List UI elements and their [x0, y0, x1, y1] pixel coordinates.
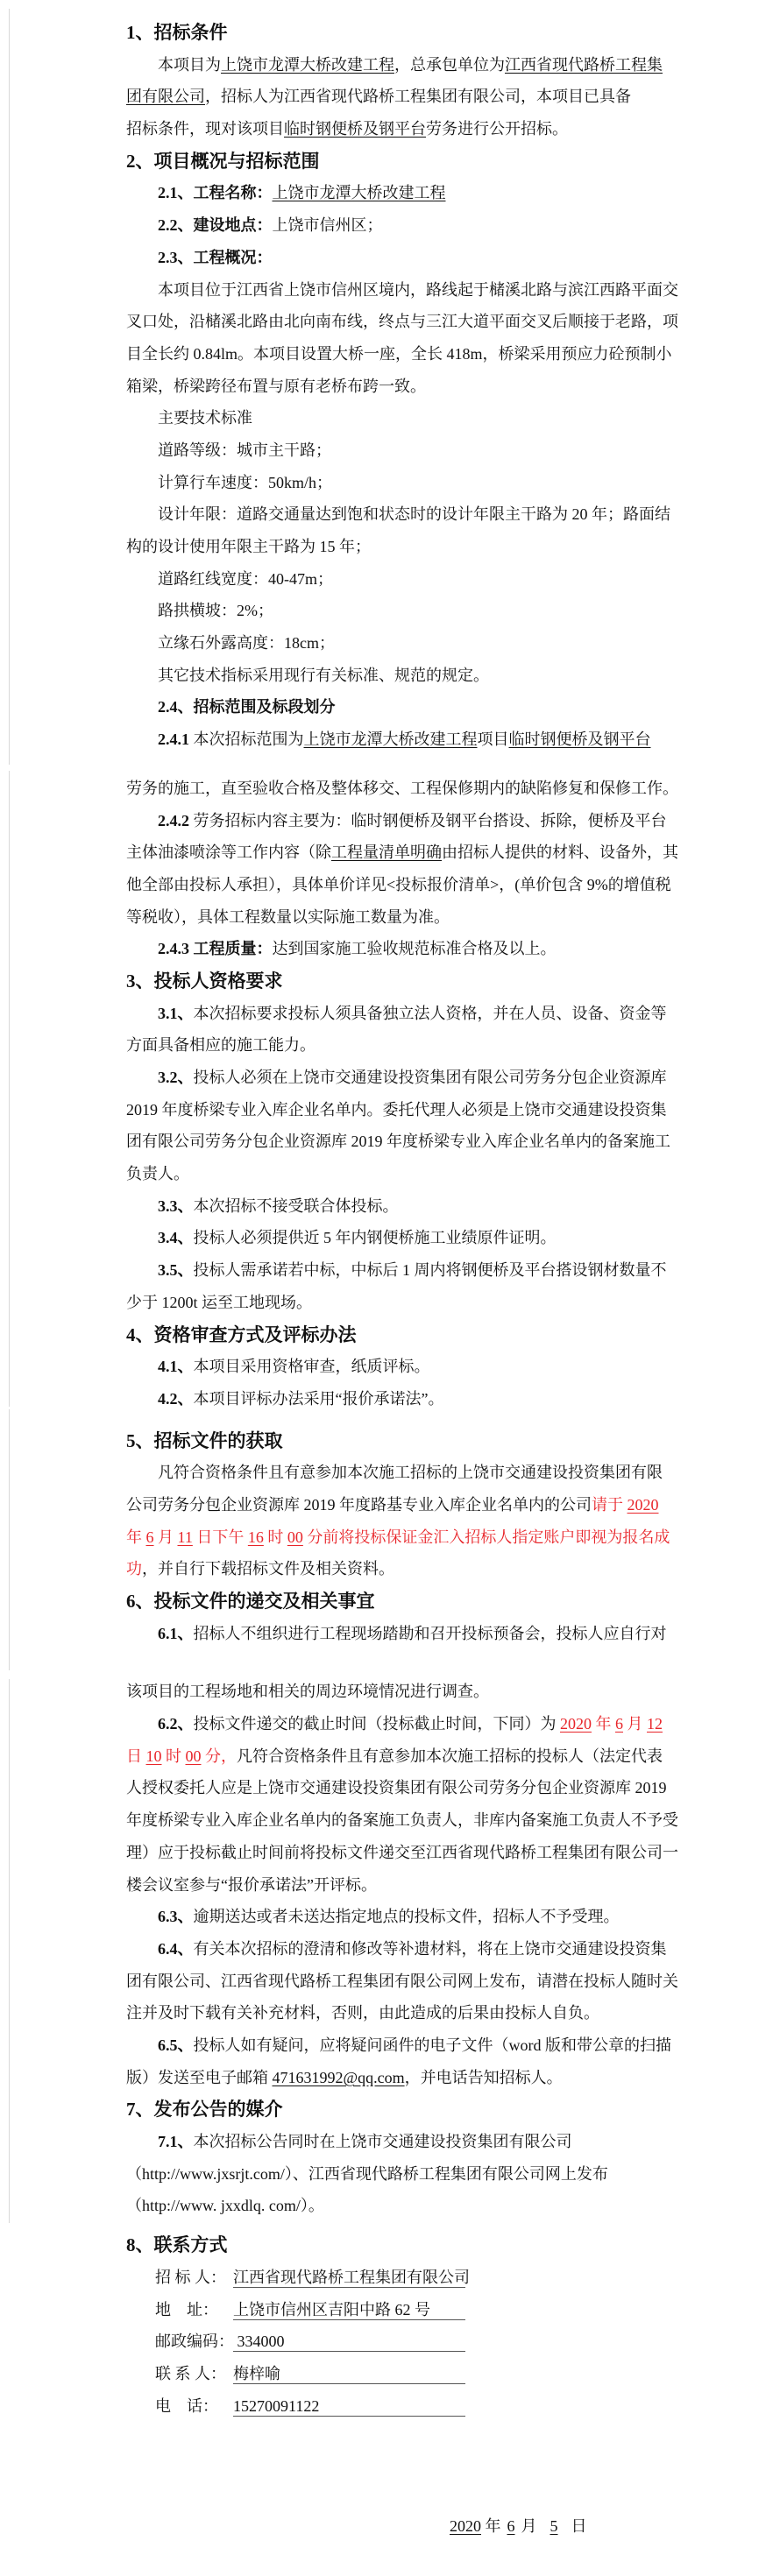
text-segment: 2.4.2: [158, 811, 194, 829]
text-segment: 5、招标文件的获取: [126, 1429, 283, 1451]
section-heading: [126, 965, 670, 998]
contact-label: 地 址：: [155, 2300, 218, 2318]
section-heading: [126, 17, 670, 49]
text-line: [126, 1158, 670, 1190]
text-line: [126, 998, 670, 1030]
text-segment: 道路红线宽度：40-47m；: [158, 569, 333, 588]
underlined-text: 上饶市龙潭大桥改建工程: [221, 55, 394, 74]
text-line: [126, 2158, 670, 2191]
underlined-text: 2020: [627, 1495, 659, 1514]
text-line: [126, 1772, 670, 1804]
text-segment: ，招标人为江西省现代路桥工程集团有限公司，本项目已具备: [205, 88, 631, 106]
text-segment: 时: [161, 1747, 186, 1765]
text-segment: 上饶市信州区；: [272, 216, 383, 235]
text-line: [126, 1521, 670, 1554]
text-segment: （http://www. jxxdlq. com/）。: [126, 2197, 324, 2215]
section-heading: [126, 145, 670, 178]
text-line: [126, 498, 670, 531]
text-segment: ，总承包单位为: [394, 55, 505, 74]
section-heading: [126, 1585, 670, 1618]
text-line: [126, 1062, 670, 1094]
underlined-text: 11: [177, 1528, 193, 1546]
underlined-text: 临时钢便桥及钢平台: [508, 730, 651, 749]
underlined-text: 6: [145, 1528, 154, 1546]
underlined-text: 471631992@qq.com: [272, 2068, 405, 2086]
text-segment: 8、联系方式: [126, 2234, 228, 2256]
section-heading: [126, 1319, 670, 1352]
text-segment: 等税收），具体工程数量以实际施工数量为准。: [126, 907, 450, 926]
text-line: [126, 1351, 670, 1383]
text-line: [126, 209, 670, 242]
text-line: [126, 113, 670, 145]
text-line: [126, 1553, 670, 1585]
text-segment: 本次招标范围为: [193, 730, 304, 749]
underlined-text: 团有限公司: [126, 88, 205, 106]
text-segment: 理）应于投标截止时间前将投标文件递交至江西省现代路桥工程集团有限公司一: [126, 1843, 678, 1861]
text-line: [126, 1457, 670, 1489]
text-segment: 逾期送达或者未送达指定地点的投标文件，招标人不予受理。: [193, 1908, 620, 1926]
text-segment: 6.2、: [158, 1715, 194, 1733]
text-segment: 年度桥梁专业入库企业名单内的备案施工负责人，非库内备案施工负责人不予受: [126, 1811, 678, 1830]
text-line: [126, 1966, 678, 1998]
text-line: [126, 1618, 670, 1650]
text-segment: ，并电话告知招标人。: [404, 2068, 563, 2086]
date-year-unit: 年: [485, 2517, 501, 2535]
text-segment: 其它技术指标采用现行有关标准、规范的规定。: [158, 666, 489, 684]
text-segment: 项目: [477, 730, 509, 749]
contact-row-phone: [155, 2390, 465, 2423]
text-segment: 他全部由投标人承担），具体单价详见<投标报价清单>，(单价包含 9%的增值税: [126, 875, 671, 893]
text-segment: 3.4、: [158, 1229, 194, 1247]
text-line: [126, 869, 670, 901]
underlined-text: 00: [287, 1528, 303, 1546]
text-segment: 负责人。: [126, 1165, 189, 1183]
text-line: [126, 1094, 670, 1126]
page-border: [9, 1679, 10, 2223]
text-line: [126, 1804, 678, 1837]
text-line: [126, 531, 670, 563]
text-line: [126, 371, 670, 403]
text-segment: 功: [126, 1560, 142, 1578]
page-border: [9, 9, 10, 765]
text-line: [126, 2126, 670, 2158]
text-segment: 少于 1200t 运至工地现场。: [126, 1293, 313, 1311]
text-segment: 本次招标不接受联合体投标。: [193, 1196, 399, 1215]
document-body: [126, 17, 678, 2262]
text-segment: 时: [263, 1528, 287, 1546]
text-segment: 方面具备相应的施工能力。: [126, 1036, 316, 1055]
text-line: [126, 1489, 670, 1521]
text-segment: 分，: [201, 1747, 237, 1765]
text-line: [126, 627, 670, 660]
text-line: [126, 595, 670, 627]
document-date: [450, 2510, 587, 2542]
text-segment: 2.2、建设地点：: [158, 216, 273, 235]
text-segment: 投标文件递交的截止时间（投标截止时间，下同）为: [193, 1715, 560, 1733]
text-segment: 4、资格审查方式及评标办法: [126, 1323, 357, 1345]
text-segment: 2.1、工程名称：: [158, 184, 273, 202]
text-segment: 凡符合资格条件且有意参加本次施工招标的投标人（法定代表: [237, 1747, 663, 1765]
text-segment: 分前将投标保证金汇入招标人指定账户即视为报名成: [302, 1528, 670, 1546]
text-segment: 主体油漆喷涂等工作内容（除: [126, 843, 331, 862]
text-segment: 1、招标条件: [126, 22, 228, 43]
text-segment: 2.4.3 工程质量：: [158, 940, 273, 958]
text-segment: 本次招标要求投标人须具备独立法人资格，并在人员、设备、资金等: [193, 1004, 667, 1022]
text-segment: 该项目的工程场地和相关的周边环境情况进行调查。: [126, 1683, 489, 1701]
text-segment: 本项目为: [158, 55, 221, 74]
text-line: [126, 467, 670, 499]
text-line: [126, 306, 678, 338]
text-segment: 2.4.1: [158, 730, 194, 749]
text-line: [126, 1222, 670, 1254]
underlined-text: 10: [145, 1747, 162, 1765]
section-heading: [126, 2229, 670, 2262]
text-line: [126, 1383, 670, 1415]
text-segment: 目全长约 0.84lm。本项目设置大桥一座，全长 418m，桥梁采用预应力砼预制小: [126, 344, 672, 363]
text-line: [126, 1901, 670, 1933]
text-line: [126, 2190, 670, 2222]
text-line: [126, 402, 670, 434]
text-line: [126, 563, 670, 596]
text-segment: 版）发送至电子邮箱: [126, 2068, 273, 2086]
text-line: [126, 723, 670, 756]
text-segment: 道路等级：城市主干路；: [158, 441, 331, 459]
text-segment: 主要技术标准: [158, 409, 252, 427]
text-segment: 由招标人提供的材料、设备外，其: [442, 843, 678, 862]
underlined-text: 工程量清单明确: [331, 843, 442, 862]
section-heading: [126, 1425, 670, 1457]
text-segment: 6.1、: [158, 1624, 194, 1642]
text-line: [126, 1997, 670, 2029]
underlined-text: 12: [647, 1715, 663, 1733]
underlined-text: 上饶市龙潭大桥改建工程: [272, 184, 446, 202]
text-line: [126, 81, 670, 113]
text-segment: 设计年限：道路交通量达到饱和状态时的设计年限主干路为 20 年；路面结: [158, 505, 670, 524]
date-month-unit: 月: [521, 2517, 537, 2535]
text-segment: 团有限公司、江西省现代路桥工程集团有限公司网上发布，请潜在投标人随时关: [126, 1972, 678, 1990]
contact-value: 上饶市信州区吉阳中路 62 号: [233, 2294, 465, 2320]
date-month: 6: [507, 2517, 515, 2535]
text-segment: 2.4、招标范围及标段划分: [158, 698, 336, 716]
text-segment: 4.1、: [158, 1358, 194, 1376]
text-segment: 日: [126, 1747, 146, 1765]
text-line: [126, 1254, 670, 1287]
text-line: [126, 2029, 670, 2062]
date-year: 2020: [450, 2517, 481, 2535]
text-segment: 本项目位于江西省上饶市信州区境内，路线起于槠溪北路与滨江西路平面交: [158, 280, 678, 299]
text-segment: 4.2、: [158, 1389, 194, 1408]
contact-info: [155, 2262, 470, 2422]
text-segment: 团有限公司劳务分包企业资源库 2019 年度桥梁专业入库企业名单内的备案施工: [126, 1133, 670, 1151]
text-line: [126, 660, 670, 692]
text-line: [126, 901, 670, 934]
text-line: [126, 1869, 670, 1902]
text-line: [126, 1837, 678, 1869]
text-segment: 2、项目概况与招标范围: [126, 150, 320, 172]
text-segment: 人授权委托人应是上饶市交通建设投资集团有限公司劳务分包企业资源库 2019: [126, 1779, 667, 1797]
text-line: [126, 338, 670, 371]
text-segment: 月: [153, 1528, 178, 1546]
text-segment: 计算行车速度：50km/h；: [158, 473, 333, 491]
underlined-text: 临时钢便桥及钢平台: [284, 120, 426, 138]
contact-row-address: [155, 2294, 465, 2326]
text-line: [126, 1029, 670, 1062]
text-line: [126, 1190, 670, 1223]
text-segment: 投标人需承诺若中标，中标后 1 周内将钢便桥及平台搭设钢材数量不: [193, 1261, 667, 1280]
text-line: [126, 177, 670, 209]
text-segment: 箱梁，桥梁跨径布置与原有老桥布跨一致。: [126, 377, 426, 395]
text-segment: 2019 年度桥梁专业入库企业名单内。委托代理人必须是上饶市交通建设投资集: [126, 1100, 667, 1119]
text-line: [126, 933, 670, 965]
text-segment: 年: [592, 1715, 615, 1733]
contact-label: 邮政编码：: [155, 2333, 234, 2351]
text-segment: 公司劳务分包企业资源库 2019 年度路基专业入库企业名单内的公司: [126, 1495, 592, 1514]
text-segment: 投标人必须在上饶市交通建设投资集团有限公司劳务分包企业资源库: [193, 1069, 667, 1086]
underlined-text: 上饶市龙潭大桥改建工程: [303, 730, 478, 749]
text-segment: 年: [126, 1528, 146, 1546]
text-segment: 凡符合资格条件且有意参加本次施工招标的上饶市交通建设投资集团有限: [158, 1464, 663, 1482]
text-segment: 劳务的施工，直至验收合格及整体移交、工程保修期内的缺陷修复和保修工作。: [126, 779, 678, 797]
text-line: [126, 1933, 670, 1966]
contact-row-tenderer: [155, 2262, 470, 2294]
underlined-text: 6: [615, 1715, 623, 1733]
text-segment: 本项目采用资格审查，纸质评标。: [193, 1358, 430, 1376]
contact-label: 联 系 人：: [155, 2365, 226, 2383]
text-segment: 招标条件，现对该项目: [126, 120, 284, 138]
text-segment: 有关本次招标的澄清和修改等补遗材料，将在上饶市交通建设投资集: [193, 1939, 667, 1958]
text-segment: 劳务招标内容主要为：临时钢便桥及钢平台搭设、拆除，便桥及平台: [193, 811, 667, 829]
text-line: [126, 1126, 670, 1158]
text-segment: 楼会议室参与“报价承诺法”开评标。: [126, 1875, 377, 1894]
text-segment: 7、发布公告的媒介: [126, 2099, 283, 2121]
text-segment: 月: [623, 1715, 647, 1733]
text-line: [126, 1708, 670, 1740]
text-segment: 6.3、: [158, 1908, 194, 1926]
text-segment: 请于: [592, 1495, 628, 1514]
text-segment: 3.5、: [158, 1261, 194, 1280]
text-segment: 立缘石外露高度：18cm；: [158, 634, 335, 653]
text-line: [126, 49, 670, 81]
page-border: [9, 1409, 10, 1670]
text-segment: ，并自行下载招标文件及相关资料。: [142, 1560, 394, 1578]
text-segment: 6.4、: [158, 1939, 194, 1958]
text-line: [126, 805, 670, 837]
text-segment: 本项目评标办法采用“报价承诺法”。: [193, 1389, 444, 1408]
text-line: [126, 836, 678, 869]
text-line: [126, 2062, 670, 2094]
section-heading: [126, 2093, 670, 2126]
page-border: [9, 771, 10, 1407]
text-segment: 路拱横坡：2%；: [158, 602, 273, 620]
text-segment: 2.3、工程概况：: [158, 248, 273, 266]
underlined-text: 江西省现代路桥工程集: [505, 55, 663, 74]
contact-value: 江西省现代路桥工程集团有限公司: [233, 2262, 465, 2288]
text-segment: 劳务进行公开招标。: [426, 120, 568, 138]
text-segment: 招标人不组织进行工程现场踏勘和召开投标预备会，投标人应自行对: [193, 1624, 667, 1642]
text-line: [126, 773, 678, 805]
contact-value: 15270091122: [233, 2390, 465, 2417]
text-segment: 叉口处，沿槠溪北路由北向南布线，终点与三江大道平面交叉后顺接于老路，项: [126, 313, 678, 331]
contact-label: 招 标 人：: [155, 2269, 226, 2286]
text-line: [126, 1740, 670, 1773]
text-segment: 6.5、: [158, 2036, 194, 2054]
text-line: [126, 434, 670, 467]
text-segment: 3、投标人资格要求: [126, 970, 283, 992]
underlined-text: 2020: [560, 1715, 592, 1733]
text-segment: （http://www.jxsrjt.com/）、江西省现代路桥工程集团有限公司网上发布: [126, 2164, 608, 2183]
text-segment: 3.3、: [158, 1196, 194, 1215]
text-segment: 6、投标文件的递交及相关事宜: [126, 1591, 375, 1612]
text-segment: 3.2、: [158, 1069, 194, 1086]
text-segment: 7.1、: [158, 2133, 194, 2150]
text-line: [126, 1676, 670, 1708]
contact-row-person: [155, 2358, 465, 2390]
contact-value: 334000: [233, 2325, 465, 2352]
contact-value: 梅梓喻: [233, 2358, 465, 2384]
text-segment: 本次招标公告同时在上饶市交通建设投资集团有限公司: [193, 2133, 572, 2150]
date-day-unit: 日: [571, 2517, 587, 2535]
text-segment: 日下午: [192, 1528, 248, 1546]
text-segment: 达到国家施工验收规范标准合格及以上。: [272, 940, 557, 958]
text-segment: 投标人如有疑问，应将疑问函件的电子文件（word 版和带公章的扫描: [193, 2036, 671, 2054]
text-segment: 投标人必须提供近 5 年内钢便桥施工业绩原件证明。: [193, 1229, 557, 1247]
contact-row-postcode: [155, 2325, 465, 2358]
underlined-text: 16: [247, 1528, 264, 1546]
text-line: [126, 274, 678, 307]
date-day: 5: [550, 2517, 558, 2535]
text-line: [126, 1287, 670, 1319]
text-line: [126, 242, 670, 274]
text-segment: 构的设计使用年限主干路为 15 年；: [126, 538, 371, 555]
contact-label: 电 话：: [155, 2396, 218, 2415]
text-segment: 注并及时下载有关补充材料，否则，由此造成的后果由投标人自负。: [126, 2004, 599, 2022]
text-segment: 3.1、: [158, 1004, 194, 1022]
text-line: [126, 691, 670, 723]
underlined-text: 00: [185, 1747, 202, 1765]
